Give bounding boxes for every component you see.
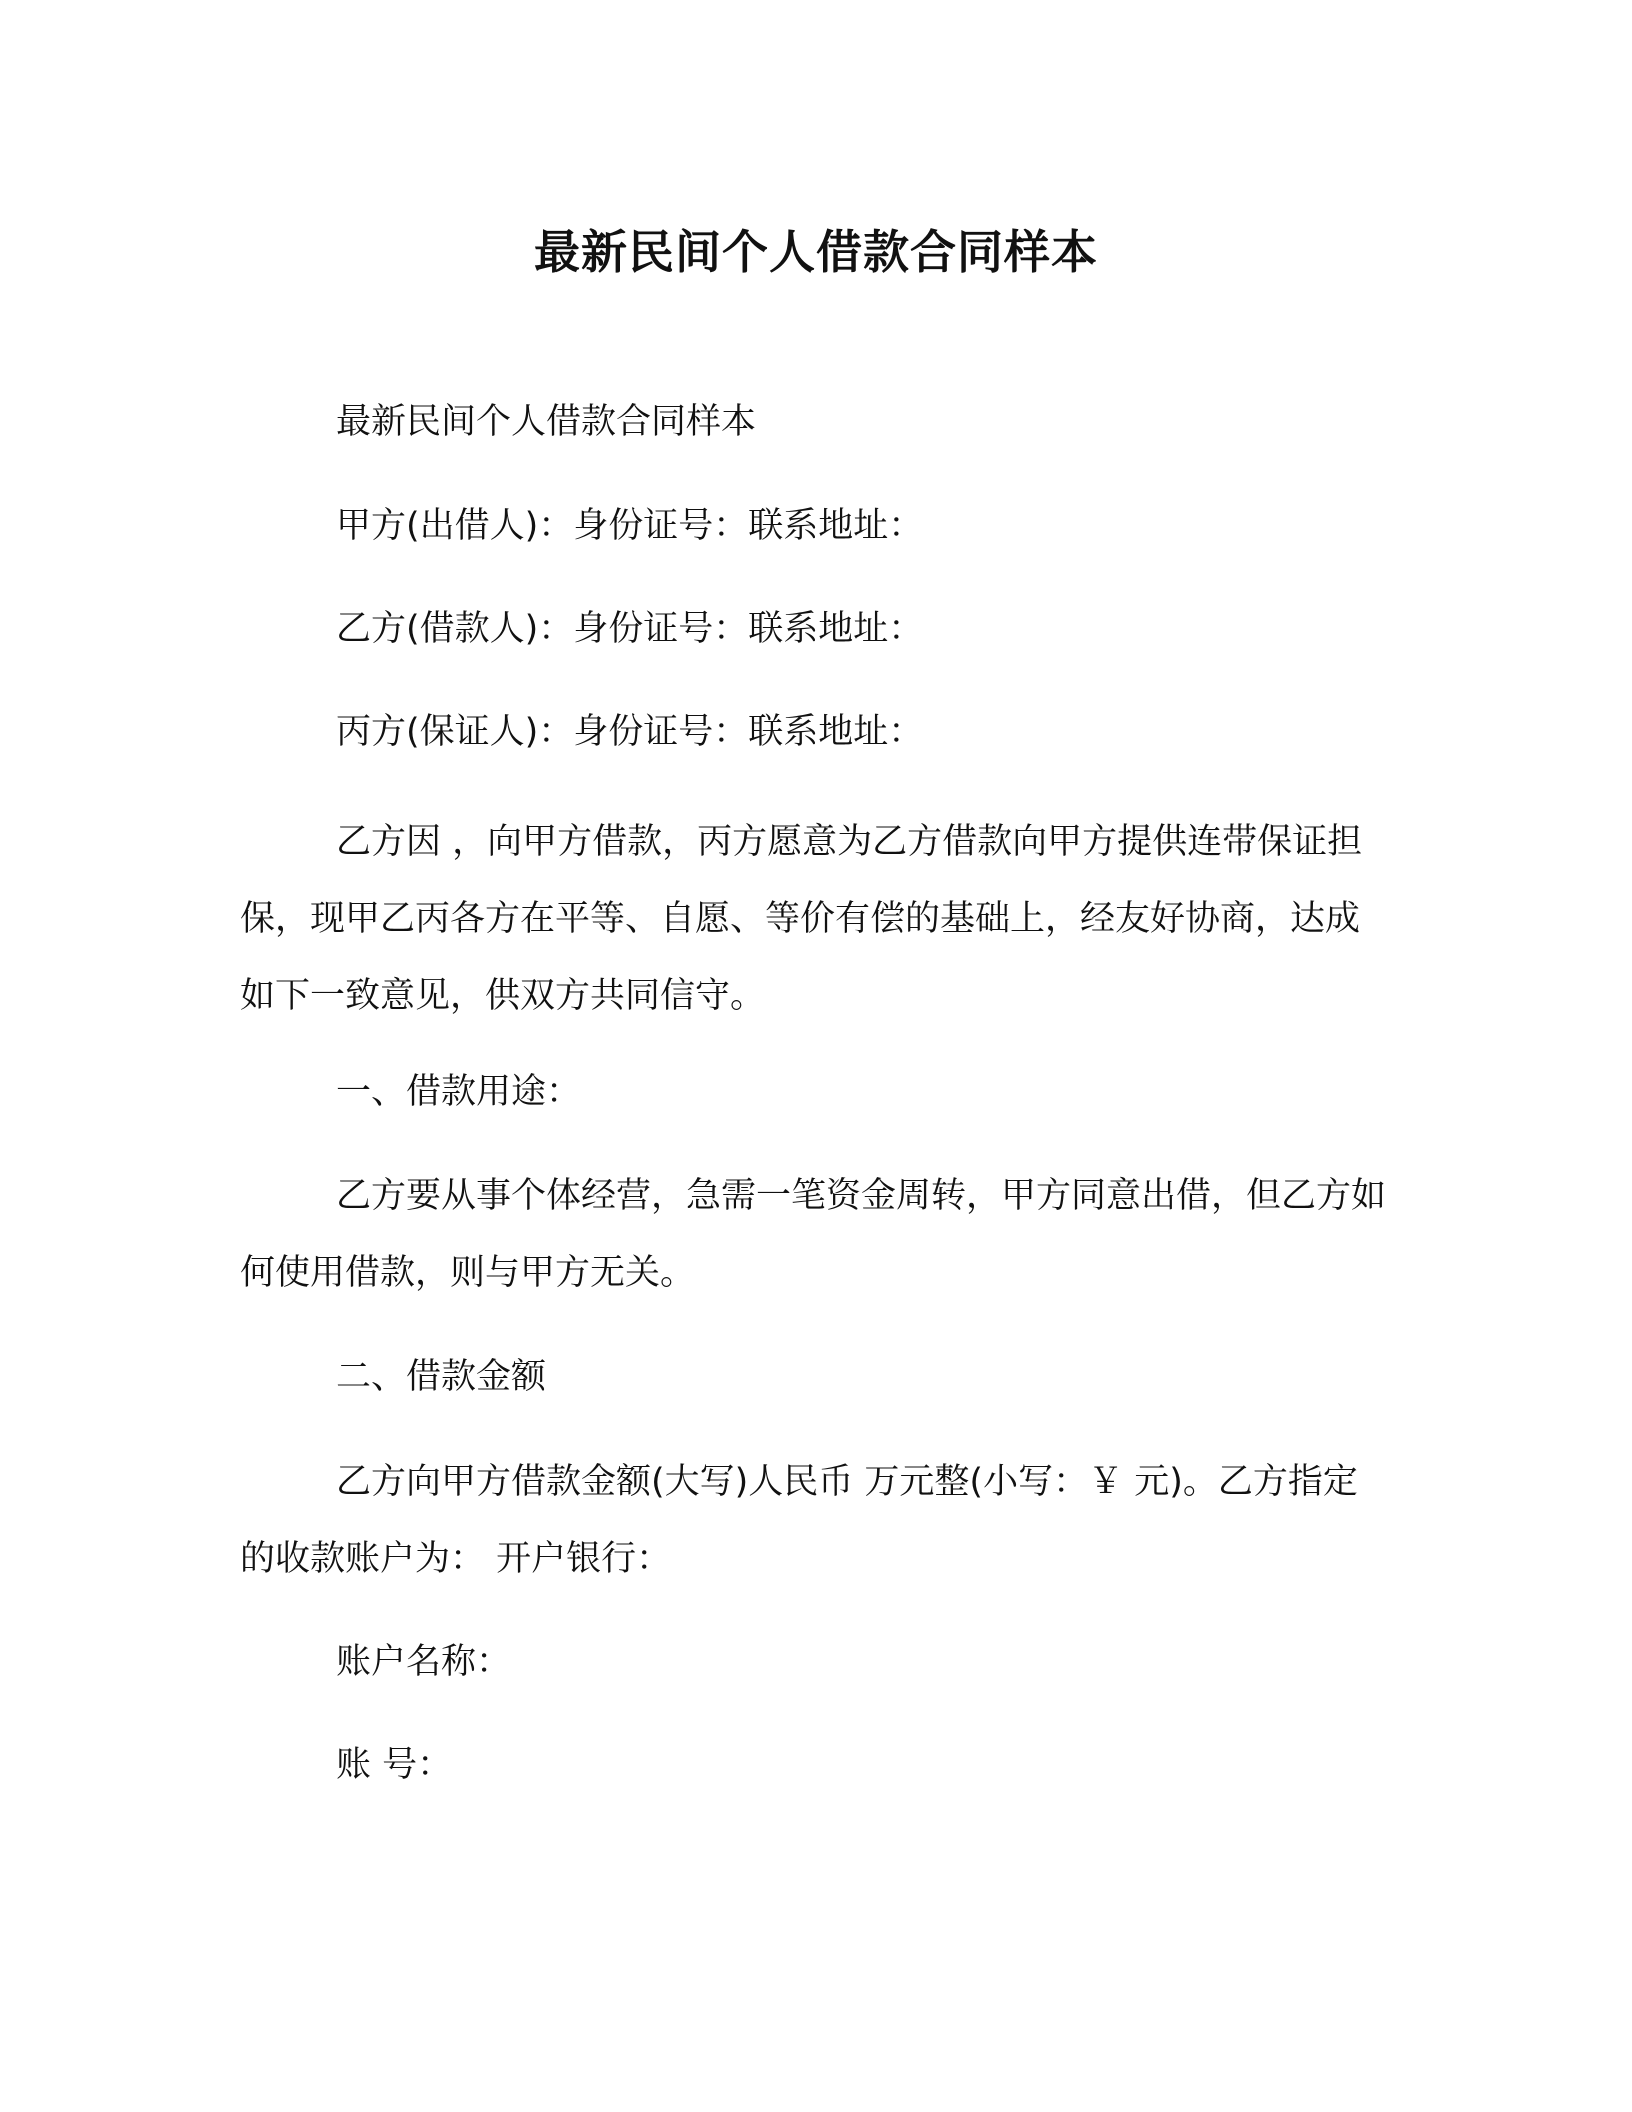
section1-paragraph: 乙方要从事个体经营，急需一笔资金周转，甲方同意出借，但乙方如何使用借款，则与甲方无关。 [240,1176,1387,1293]
section2-paragraph: 乙方向甲方借款金额(大写)人民币 万元整(小写：￥ 元)。乙方指定的收款账户为： 开户银行： [240,1462,1358,1579]
section2-heading: 二、借款金额 [336,1357,547,1397]
party-a-line: 甲方(出借人)：身份证号：联系地址： [336,506,924,546]
document-title: 最新民间个人借款合同样本 [534,225,1098,279]
party-c-line: 丙方(保证人)：身份证号：联系地址： [336,712,924,752]
account-number-line: 账 号： [336,1745,453,1785]
preamble-paragraph: 乙方因 ，向甲方借款，丙方愿意为乙方借款向甲方提供连带保证担保，现甲乙丙各方在平等、自愿、等价有偿的基础上，经友好协商，达成如下一致意见，供双方共同信守。 [240,822,1363,1016]
document-subtitle: 最新民间个人借款合同样本 [336,402,757,442]
section1-heading: 一、借款用途： [336,1072,582,1112]
party-b-line: 乙方(借款人)：身份证号：联系地址： [336,609,924,649]
account-name-line: 账户名称： [336,1642,512,1682]
